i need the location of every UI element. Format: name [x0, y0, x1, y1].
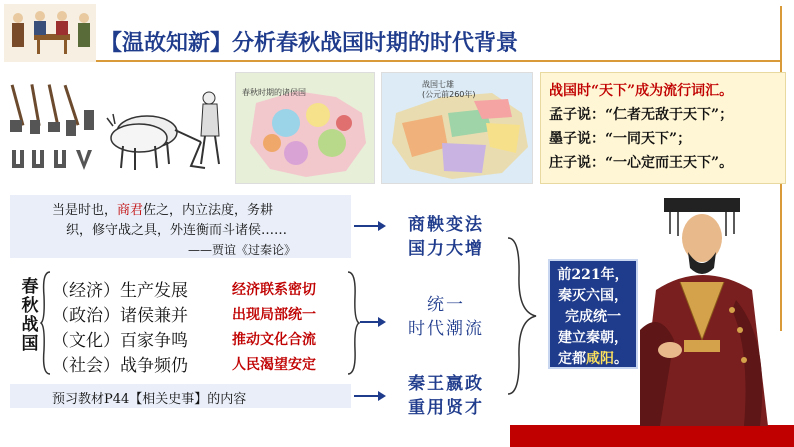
- spring-autumn-warring-label: [18, 278, 42, 354]
- row-result-society: 人民渴望安定: [232, 357, 316, 373]
- result-capital-suffix: 。: [614, 351, 628, 367]
- qin-shi-huang-portrait: [640, 190, 786, 426]
- arrow-right-icon: [358, 314, 388, 330]
- map2-label: 战国七雄: [422, 80, 454, 89]
- quote-mozi: 墨子说：“一同天下”；: [549, 131, 692, 147]
- row-label-culture: （文化）百家争鸣: [52, 331, 188, 351]
- excerpt-highlight-shangjun: 商君: [117, 203, 144, 218]
- mid-a1: 商鞅变法: [408, 215, 484, 235]
- excerpt-source: ——贾谊《过秦论》: [188, 243, 297, 257]
- mid-b2: 时代潮流: [408, 319, 484, 339]
- qin-unification-result-box: [548, 259, 638, 369]
- excerpt-line-1: [52, 201, 341, 221]
- map2-sublabel: (公元前260年): [422, 90, 476, 99]
- vert-char: 国: [21, 334, 39, 354]
- guoqin-excerpt-box: [10, 195, 351, 258]
- preview-textbook-box: 预习教材P44【相关史事】的内容: [10, 384, 351, 408]
- mid-b1: 统一: [427, 295, 465, 315]
- iron-tools-illustration: [8, 80, 103, 180]
- mid-a2: 国力大增: [408, 239, 484, 259]
- page-title: 【温故知新】分析春秋战国时期的时代背景: [100, 31, 519, 56]
- unification-trend-text: [392, 293, 500, 341]
- ox-plowing-illustration: [105, 80, 230, 180]
- big-right-brace: [504, 236, 540, 396]
- row-label-politics: （政治）诸侯兼并: [52, 306, 188, 326]
- arrow-right-icon: [352, 218, 388, 234]
- row-label-society: （社会）战争频仍: [52, 356, 188, 376]
- map1-label: 春秋时期的诸侯国: [242, 88, 306, 97]
- excerpt-text-a: 当是时也，: [52, 203, 118, 218]
- vert-char: 春: [21, 277, 39, 297]
- result-line-5: [550, 349, 636, 370]
- quotes-panel: [540, 72, 786, 184]
- vert-char: 秋: [21, 296, 39, 316]
- quote-zhuangzi: 庄子说：“一心定而王天下”。: [549, 155, 734, 171]
- ancient-scholars-illustration: [4, 4, 96, 62]
- result-line-2: 秦灭六国，: [558, 288, 628, 304]
- vert-char: 战: [21, 315, 39, 335]
- rows-left-brace: [40, 270, 52, 376]
- row-label-economy: （经济）生产发展: [52, 281, 188, 301]
- mid-c1: 秦王嬴政: [408, 374, 484, 394]
- arrow-right-icon: [352, 388, 388, 404]
- result-line-1: 前221年，: [557, 267, 629, 283]
- ying-zheng-talent-text: [392, 372, 500, 420]
- result-line-3: 完成统一: [565, 309, 621, 325]
- quote-mencius: 孟子说：“仁者无敌于天下”；: [549, 107, 734, 123]
- shang-yang-reform-text: [392, 213, 500, 261]
- warring-states-map: [381, 72, 533, 184]
- result-line-4: 建立秦朝，: [558, 330, 628, 346]
- title-underline: [96, 60, 781, 62]
- result-capital-xianyang: 咸阳: [586, 351, 614, 367]
- row-result-culture: 推动文化合流: [232, 332, 316, 348]
- result-capital-prefix: 定都: [558, 351, 586, 367]
- row-result-politics: 出现局部统一: [232, 307, 316, 323]
- row-result-economy: 经济联系密切: [232, 282, 316, 298]
- mid-c2: 重用贤才: [408, 398, 484, 418]
- excerpt-line-2: 织，修守战之具，外连衡而斗诸侯……: [66, 223, 288, 238]
- excerpt-text-c: 佐之，内立法度，务耕: [143, 203, 274, 218]
- spring-autumn-map: [235, 72, 375, 184]
- bottom-red-bar: [510, 425, 794, 447]
- quote-intro: 战国时“天下”成为流行词汇。: [549, 83, 734, 99]
